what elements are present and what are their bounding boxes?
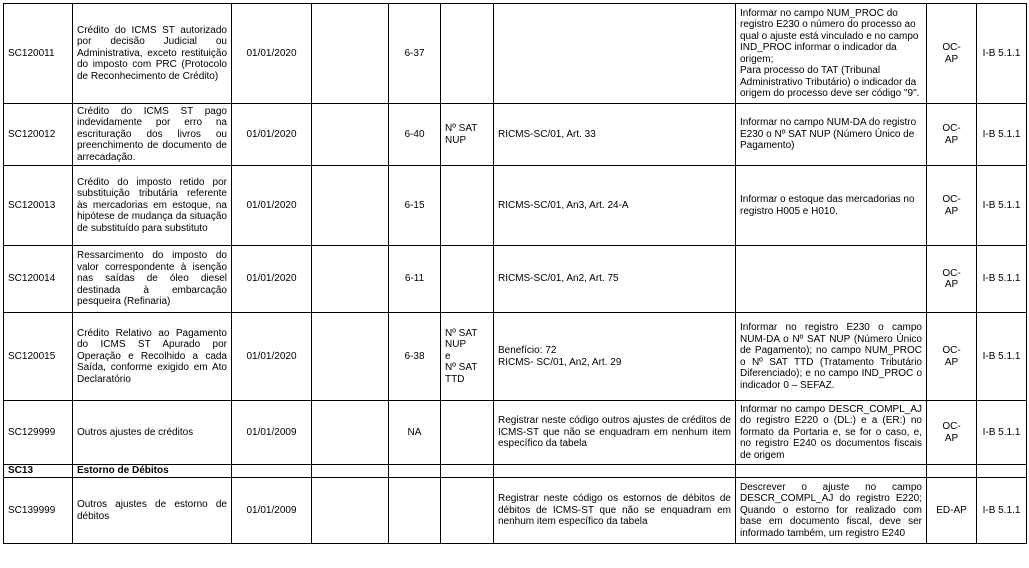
start-date-cell: 01/01/2020: [232, 4, 312, 104]
type-cell: OC- AP: [927, 4, 977, 104]
table-row: [4, 104, 1027, 166]
table-row: [4, 166, 1027, 246]
empty-cell: [441, 465, 494, 478]
reference-cell: [389, 478, 441, 544]
legal-basis-cell: RICMS-SC/01, An2, Art. 75: [494, 246, 736, 313]
legal-basis-cell: Benefício: 72 RICMS- SC/01, An2, Art. 29: [494, 313, 736, 401]
start-date-cell: 01/01/2009: [232, 401, 312, 465]
section-cell: I-B 5.1.1: [977, 166, 1027, 246]
table-row: [4, 4, 1027, 104]
code-cell: SC120011: [4, 4, 73, 104]
description-cell: Crédito Relativo ao Pagamento do ICMS ST Apurado por Operação e Recolhido a cada Saída, conforme exigido em Ato Declaratório: [73, 313, 232, 401]
description-cell: Ressarcimento do imposto do valor correspondente à isenção nas saídas de óleo diesel destinada à embarcação pesqueira (Refinaria): [73, 246, 232, 313]
description-cell: Crédito do imposto retido por substituição tributária referente às mercadorias em estoque, na hipótese de mudança da situação de substituído para substituto: [73, 166, 232, 246]
section-cell: I-B 5.1.1: [977, 4, 1027, 104]
type-cell: OC- AP: [927, 401, 977, 465]
start-date-cell: 01/01/2020: [232, 166, 312, 246]
end-date-cell: [312, 246, 389, 313]
document-type-cell: [441, 166, 494, 246]
code-cell: SC120013: [4, 166, 73, 246]
legal-basis-cell: [494, 4, 736, 104]
instructions-cell: Informar no campo NUM-DA do registro E230 o Nº SAT NUP (Número Único de Pagamento): [736, 104, 927, 166]
start-date-cell: 01/01/2009: [232, 478, 312, 544]
type-cell: OC- AP: [927, 246, 977, 313]
legal-basis-cell: Registrar neste código outros ajustes de créditos de ICMS-ST que não se enquadram em nenhum item específico da tabela: [494, 401, 736, 465]
group-title-cell: Estorno de Débitos: [73, 465, 232, 478]
start-date-cell: 01/01/2020: [232, 104, 312, 166]
type-cell: OC- AP: [927, 166, 977, 246]
document-type-cell: Nº SAT NUP: [441, 104, 494, 166]
end-date-cell: [312, 401, 389, 465]
start-date-cell: 01/01/2020: [232, 246, 312, 313]
code-cell: SC129999: [4, 401, 73, 465]
reference-cell: 6-38: [389, 313, 441, 401]
document-type-cell: Nº SAT NUP e Nº SAT TTD: [441, 313, 494, 401]
end-date-cell: [312, 478, 389, 544]
instructions-cell: Informar no campo DESCR_COMPL_AJ do registro E220 o (DL:) e a (ER:) no formato da Portaria e, se for o caso, e, no registro E240 os documentos fiscais de origem: [736, 401, 927, 465]
empty-cell: [736, 465, 927, 478]
section-cell: I-B 5.1.1: [977, 104, 1027, 166]
reference-cell: 6-37: [389, 4, 441, 104]
group-header-row: [4, 465, 1027, 478]
end-date-cell: [312, 313, 389, 401]
instructions-cell: Descrever o ajuste no campo DESCR_COMPL_AJ do registro E220; Quando o estorno for realizado com base em documento fiscal, deve ser informado também, um registro E240: [736, 478, 927, 544]
reference-cell: 6-11: [389, 246, 441, 313]
end-date-cell: [312, 4, 389, 104]
document-type-cell: [441, 246, 494, 313]
code-cell: SC120015: [4, 313, 73, 401]
section-cell: I-B 5.1.1: [977, 246, 1027, 313]
description-cell: Outros ajustes de estorno de débitos: [73, 478, 232, 544]
empty-cell: [494, 465, 736, 478]
reference-cell: NA: [389, 401, 441, 465]
document-type-cell: [441, 4, 494, 104]
code-cell: SC139999: [4, 478, 73, 544]
empty-cell: [389, 465, 441, 478]
description-cell: Crédito do ICMS ST autorizado por decisão Judicial ou Administrativa, exceto restituição do imposto com PRC (Protocolo de Reconhecimento de Crédito): [73, 4, 232, 104]
reference-cell: 6-40: [389, 104, 441, 166]
section-cell: I-B 5.1.1: [977, 401, 1027, 465]
reference-cell: 6-15: [389, 166, 441, 246]
section-cell: I-B 5.1.1: [977, 313, 1027, 401]
legal-basis-cell: Registrar neste código os estornos de débitos de débitos de ICMS-ST que não se enquadram em nenhum item específico da tabela: [494, 478, 736, 544]
table-row: [4, 401, 1027, 465]
instructions-cell: Informar no campo NUM_PROC do registro E230 o número do processo ao qual o ajuste está vinculado e no campo IND_PROC informar o indicador da origem; Para processo do TAT (Tribunal Administrativo Tributário) o indicador da origem do processo deve ser código "9".: [736, 4, 927, 104]
empty-cell: [232, 465, 312, 478]
table-row: [4, 478, 1027, 544]
group-code-cell: SC13: [4, 465, 73, 478]
code-cell: SC120012: [4, 104, 73, 166]
section-cell: I-B 5.1.1: [977, 478, 1027, 544]
start-date-cell: 01/01/2020: [232, 313, 312, 401]
table-row: [4, 246, 1027, 313]
instructions-cell: Informar no registro E230 o campo NUM-DA o Nº SAT NUP (Número Único de Pagamento); no campo NUM_PROC o Nº SAT TTD (Tratamento Tributário Diferenciado); e no campo IND_PROC o indicador 0 – SEFAZ.: [736, 313, 927, 401]
legal-basis-cell: RICMS-SC/01, Art. 33: [494, 104, 736, 166]
type-cell: OC- AP: [927, 313, 977, 401]
description-cell: Outros ajustes de créditos: [73, 401, 232, 465]
adjustment-codes-table: [3, 3, 1027, 544]
empty-cell: [927, 465, 977, 478]
instructions-cell: [736, 246, 927, 313]
document-type-cell: [441, 478, 494, 544]
type-cell: ED-AP: [927, 478, 977, 544]
end-date-cell: [312, 166, 389, 246]
type-cell: OC- AP: [927, 104, 977, 166]
end-date-cell: [312, 104, 389, 166]
instructions-cell: Informar o estoque das mercadorias no registro H005 e H010.: [736, 166, 927, 246]
empty-cell: [977, 465, 1027, 478]
description-cell: Crédito do ICMS ST pago indevidamente por erro na escrituração dos livros ou preenchimento de documento de arrecadação.: [73, 104, 232, 166]
empty-cell: [312, 465, 389, 478]
document-type-cell: [441, 401, 494, 465]
legal-basis-cell: RICMS-SC/01, An3, Art. 24-A: [494, 166, 736, 246]
table-row: [4, 313, 1027, 401]
code-cell: SC120014: [4, 246, 73, 313]
